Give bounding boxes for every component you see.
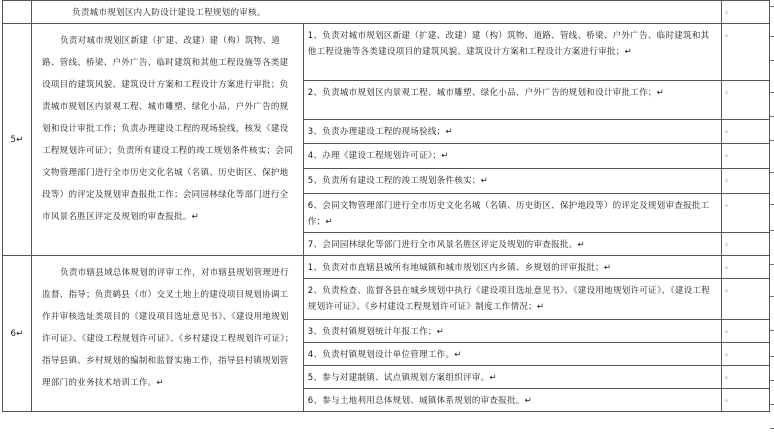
top-text-cell (32, 1, 722, 24)
item-cell (303, 320, 721, 343)
item-text: 1、负责对市直辖县城所有地城镇和城市规划区内乡镇、乡规划的评审报批；↵ (307, 263, 612, 273)
item-text: 2、负责检查、监督各县在城乡规划中执行《建设项目选址意见书》、《建设用地规划许可证》、《建设工程规划许可证》、《乡村建设工程规划许可证》制度工作情况；↵ (307, 286, 711, 312)
top-row-text: 负责城市规划区内人防设计建设工程规划的审核。 (72, 8, 266, 18)
mark-cell (721, 343, 769, 366)
paragraph-mark: 。 (724, 394, 734, 403)
item-cell (303, 194, 721, 233)
item-text: 2、负责城市规划区内景观工程、城市雕塑、绿化小品、户外广告的规划和设计审批工作；↵ (307, 88, 665, 98)
item-cell (303, 256, 721, 279)
mark-cell (721, 24, 769, 81)
item-text: 7、会同园林绿化等部门进行全市风景名胜区评定及规划的审查报批。↵ (307, 240, 585, 250)
item-cell (303, 81, 721, 120)
item-text: 5、参与对建制镇、试点镇规划方案组织评审。↵ (307, 373, 497, 383)
table-row (3, 24, 770, 81)
item-text: 6、参与土地利用总体规划、城镇体系规划的审查报批。↵ (307, 396, 533, 406)
mark-cell (721, 320, 769, 343)
mark-cell (721, 81, 769, 120)
item-text: 3、负责村镇规划统计年报工作；↵ (307, 327, 445, 337)
mark-cell (721, 194, 769, 233)
mark-cell (721, 1, 769, 24)
item-text: 4、负责村镇规划设计单位管理工作。↵ (307, 350, 462, 360)
item-cell (303, 389, 721, 412)
paragraph-mark: 。 (724, 261, 734, 270)
section-description-cell (32, 256, 304, 412)
item-cell (303, 366, 721, 389)
paragraph-mark: 。 (724, 348, 734, 357)
mark-cell (721, 120, 769, 144)
paragraph-mark: 。 (724, 174, 734, 183)
item-cell (303, 279, 721, 320)
item-cell (303, 169, 721, 194)
mark-cell (721, 366, 769, 389)
paragraph-mark: 。 (724, 86, 734, 95)
section-number: 6↵ (3, 256, 32, 412)
mark-cell (721, 256, 769, 279)
mark-cell (721, 233, 769, 256)
item-cell (303, 343, 721, 366)
paragraph-mark: 。 (724, 125, 734, 134)
table-row (3, 256, 770, 279)
section-description: 负责对城市规划区新建（扩建、改建）建（构）筑物、道路、管线、桥梁、户外广告、临时建筑和其他工程设施等各类建设项目的建筑风貌、建筑设计方案和工程设计方案进行审批；负责城市规划区内景观工程、城市雕塑、绿化小品、户外广告的规划和设计审批工作；负责办理建设工程的现场验线，核发《建设工程规划许可证》；负责所有建设工程的竣工规划条件核实；会同文物管理部门进行全市历史文化名城（名镇、历史街区、保护地段等）的评定及规划审查报批工作；会同园林绿化等部门进行全市风景名胜区评定及规划的审查报批。↵ (42, 36, 294, 222)
item-text: 6、会同文物管理部门进行全市历史文化名城（名镇、历史街区、保护地段等）的评定及规划审查报批工作；↵ (307, 201, 710, 227)
item-text: 1、负责对城市规划区新建（扩建、改建）建（构）筑物、道路、管线、桥梁、户外广告、临时建筑和其他工程设施等各类建设项目的建筑风貌、建筑设计方案和工程设计方案进行审批；↵ (307, 31, 710, 57)
section-number: 5↵ (3, 24, 32, 256)
number-cell (3, 1, 32, 24)
item-text: 3、负责办理建设工程的现场验线；↵ (307, 127, 453, 137)
paragraph-mark: 。 (724, 284, 734, 293)
row-edge-ticks (768, 0, 774, 442)
item-cell (303, 24, 721, 81)
paragraph-mark: 。 (724, 149, 734, 158)
paragraph-mark: 。 (724, 325, 734, 334)
item-cell (303, 144, 721, 169)
mark-cell (721, 279, 769, 320)
mark-cell (721, 169, 769, 194)
paragraph-mark: 。 (724, 238, 734, 247)
section-description: 负责市辖县域总体规划的评审工作，对市辖县规划管理进行监督、指导；负责鹤县（市）交叉土地上的建设项目规划协调工作并审核选址类项目的《建设项目选址意见书》、《建设用地规划许可证》、《建设工程规划许可证》、《乡村建设工程规划许可证》；指导县镇、乡村规划的编制和监督实施工作，指导县村镇规划管理部门的业务技术培训工作。↵ (42, 268, 294, 388)
item-cell (303, 120, 721, 144)
responsibility-table (2, 0, 770, 412)
item-text: 4、办理《建设工程规划许可证》；↵ (307, 151, 449, 161)
mark-cell (721, 144, 769, 169)
item-cell (303, 233, 721, 256)
paragraph-mark: 。 (724, 371, 734, 380)
paragraph-mark: 。 (724, 199, 734, 208)
mark-cell (721, 389, 769, 412)
paragraph-mark: 。 (724, 29, 734, 38)
section-description-cell (32, 24, 304, 256)
paragraph-mark: 。 (724, 6, 734, 15)
table-row (3, 1, 770, 24)
item-text: 5、负责所有建设工程的竣工规划条件核实；↵ (307, 176, 489, 186)
